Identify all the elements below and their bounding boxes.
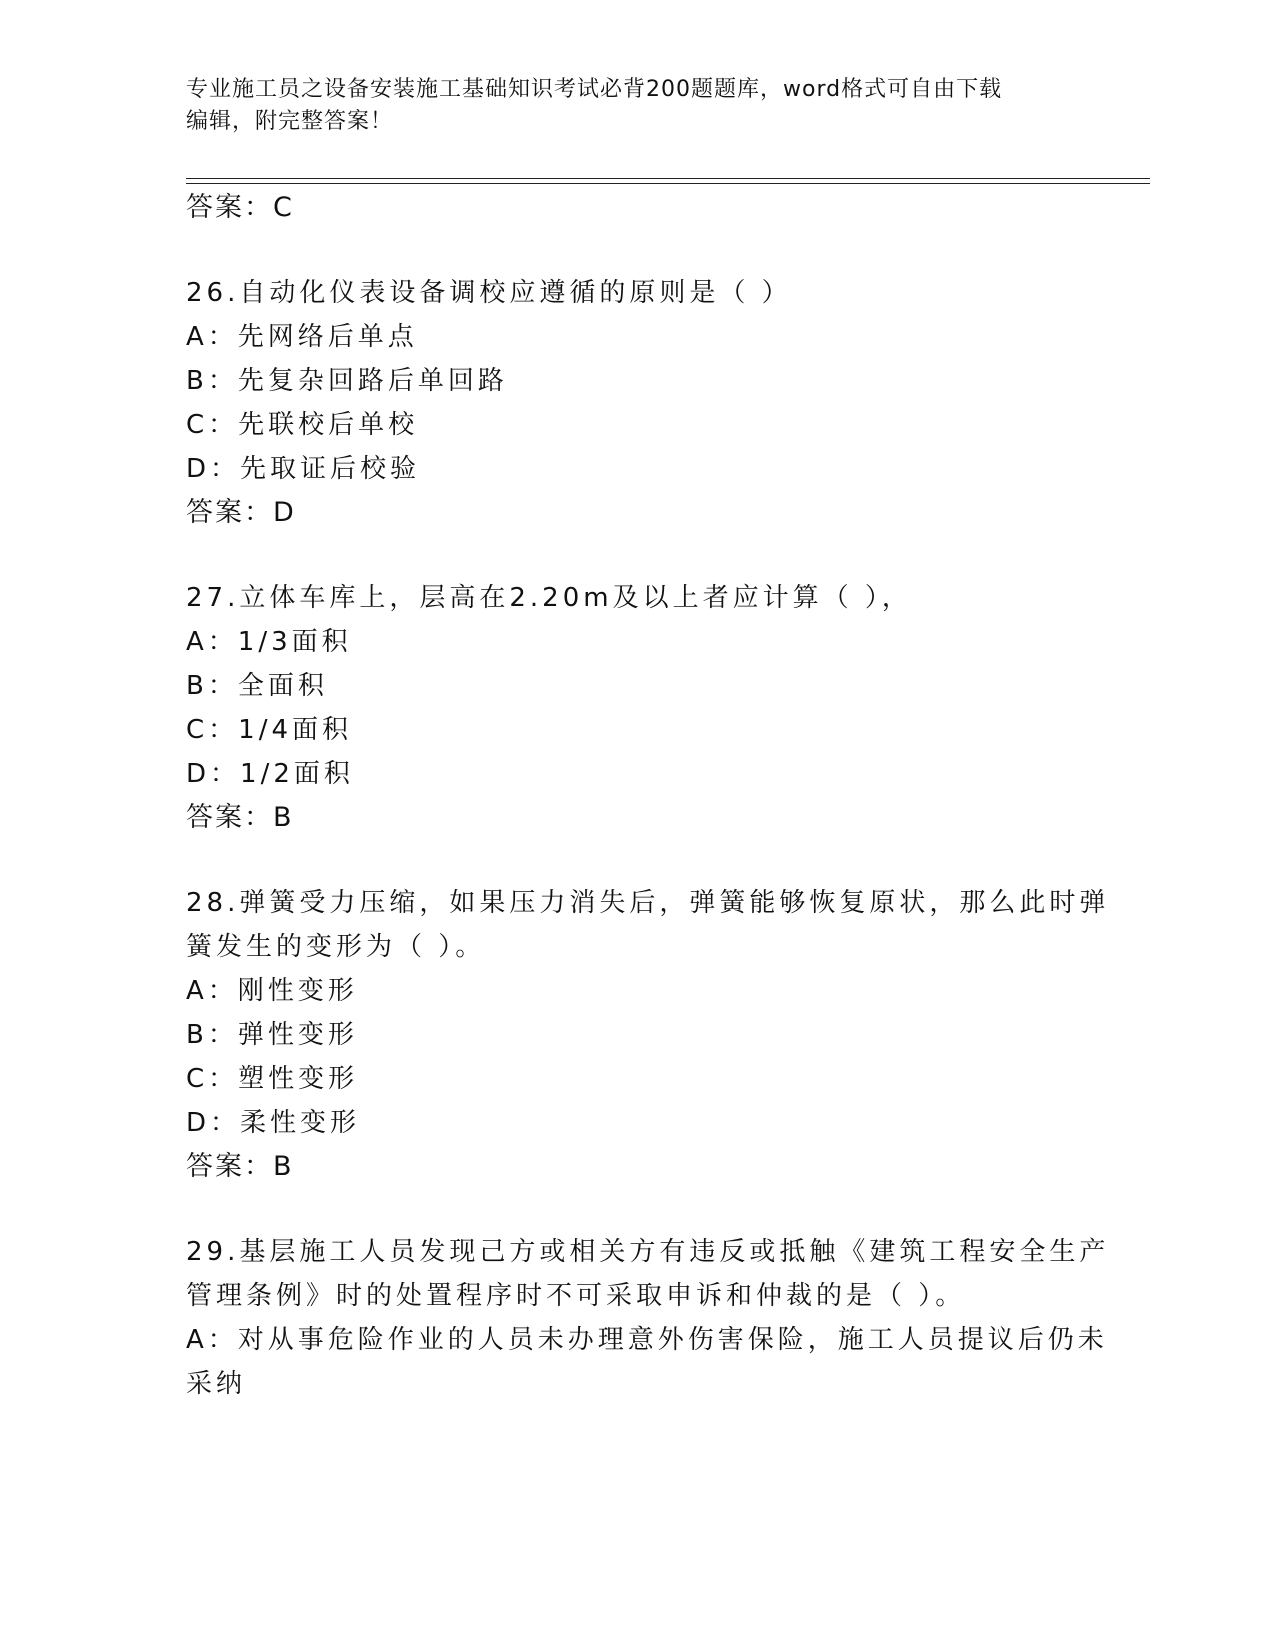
header-line-2: 编辑，附完整答案！ [186,109,394,134]
question-28-option-c: C：塑性变形 [186,1064,359,1094]
question-29-option-a-line-1: A：对从事危险作业的人员未办理意外伤害保险，施工人员提议后仍未 [186,1325,1108,1355]
question-29-option-a-line-2: 采纳 [186,1369,247,1399]
question-27-option-d: D：1/2面积 [186,759,354,789]
question-29-stem-line-1: 29.基层施工人员发现己方或相关方有违反或抵触《建筑工程安全生产 [186,1237,1110,1267]
answer-26: 答案：D [186,497,296,528]
question-28-option-b: B：弹性变形 [186,1020,358,1050]
header-divider-top [186,178,1150,179]
document-header [186,74,1066,138]
question-26-stem: 26.自动化仪表设备调校应遵循的原则是（ ） [186,278,792,308]
question-27-option-b: B：全面积 [186,671,328,701]
question-28-option-d: D：柔性变形 [186,1108,361,1138]
header-divider-bottom [186,183,1150,184]
question-27-option-c: C：1/4面积 [186,715,352,745]
question-26-option-b: B：先复杂回路后单回路 [186,366,508,396]
answer-27: 答案：B [186,802,294,833]
question-28-stem-line-1: 28.弹簧受力压缩，如果压力消失后，弹簧能够恢复原状，那么此时弹 [186,888,1110,918]
question-26-option-d: D：先取证后校验 [186,454,421,484]
question-26-option-c: C：先联校后单校 [186,410,419,440]
question-28-stem-line-2: 簧发生的变形为（ ）。 [186,932,486,962]
header-line-1: 专业施工员之设备安装施工基础知识考试必背200题题库，word格式可自由下载 [186,77,1003,102]
question-29-stem-line-2: 管理条例》时的处置程序时不可采取申诉和仲裁的是（ ）。 [186,1281,966,1311]
question-26-option-a: A：先网络后单点 [186,322,418,352]
answer-28: 答案：B [186,1151,294,1182]
question-27-stem: 27.立体车库上，层高在2.20m及以上者应计算（ ）， [186,583,912,613]
question-27-option-a: A：1/3面积 [186,627,352,657]
question-28-option-a: A：刚性变形 [186,976,358,1006]
answer-25: 答案：C [186,192,294,223]
